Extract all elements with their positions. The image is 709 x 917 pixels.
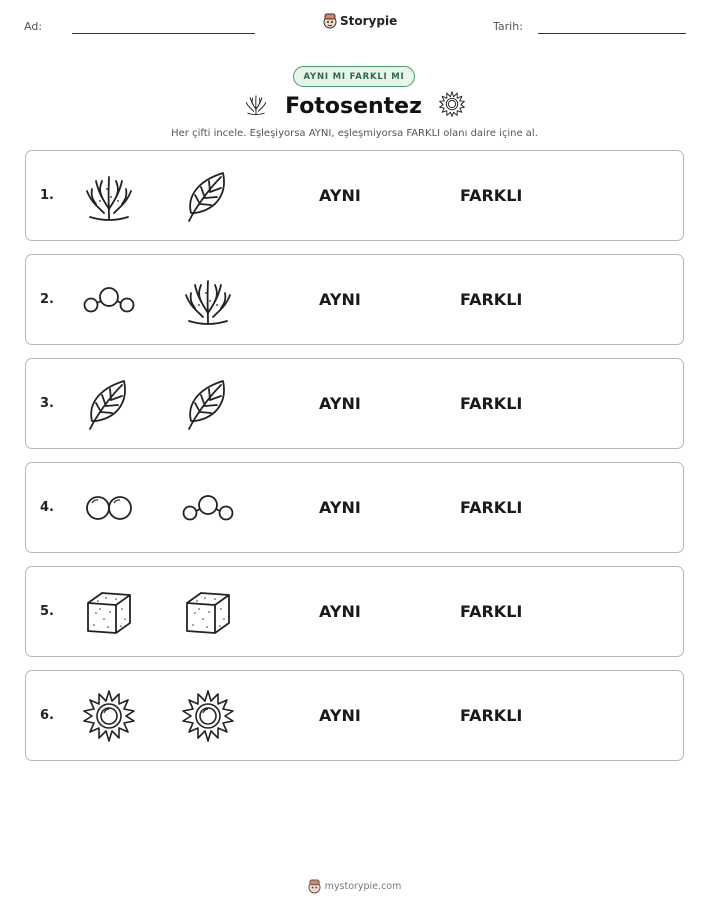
sun-icon	[181, 689, 235, 743]
same-option[interactable]: AYNI	[319, 706, 361, 725]
question-card	[25, 566, 684, 657]
different-option[interactable]: FARKLI	[460, 186, 523, 205]
different-option[interactable]: FARKLI	[460, 706, 523, 725]
coral-icon	[243, 91, 269, 121]
question-number: 5.	[40, 604, 54, 619]
sugar-cube-icon	[181, 585, 235, 639]
storypie-mascot-icon	[308, 879, 321, 894]
name-label: Ad:	[24, 20, 43, 33]
footer	[0, 879, 709, 894]
coral-icon	[181, 273, 235, 327]
question-card	[25, 358, 684, 449]
same-option[interactable]: AYNI	[319, 186, 361, 205]
worksheet-type-badge: AYNI MI FARKLI MI	[293, 66, 415, 87]
question-card	[25, 670, 684, 761]
question-card	[25, 254, 684, 345]
leaf-icon	[181, 377, 235, 431]
molecule-icon	[82, 273, 136, 327]
sun-icon	[82, 689, 136, 743]
brand-logo	[323, 13, 397, 29]
question-number: 1.	[40, 188, 54, 203]
date-label: Tarih:	[493, 20, 523, 33]
date-line[interactable]	[538, 33, 686, 34]
sun-icon	[438, 90, 466, 122]
title-row	[0, 90, 709, 122]
leaf-icon	[82, 377, 136, 431]
different-option[interactable]: FARKLI	[460, 290, 523, 309]
different-option[interactable]: FARKLI	[460, 602, 523, 621]
question-number: 2.	[40, 292, 54, 307]
storypie-mascot-icon	[323, 13, 337, 29]
two-circles-icon	[82, 481, 136, 535]
page-title: Fotosentez	[285, 93, 422, 119]
different-option[interactable]: FARKLI	[460, 498, 523, 517]
question-card	[25, 150, 684, 241]
brand-name: Storypie	[340, 14, 398, 28]
different-option[interactable]: FARKLI	[460, 394, 523, 413]
name-line[interactable]	[72, 33, 255, 34]
footer-url: mystorypie.com	[324, 881, 402, 892]
molecule-icon	[181, 481, 235, 535]
same-option[interactable]: AYNI	[319, 290, 361, 309]
question-card	[25, 462, 684, 553]
question-number: 3.	[40, 396, 54, 411]
sugar-cube-icon	[82, 585, 136, 639]
coral-icon	[82, 169, 136, 223]
question-number: 6.	[40, 708, 54, 723]
same-option[interactable]: AYNI	[319, 498, 361, 517]
same-option[interactable]: AYNI	[319, 602, 361, 621]
question-number: 4.	[40, 500, 54, 515]
leaf-icon	[181, 169, 235, 223]
same-option[interactable]: AYNI	[319, 394, 361, 413]
instructions: Her çifti incele. Eşleşiyorsa AYNI, eşleşmiyorsa FARKLI olanı daire içine al.	[171, 128, 538, 139]
